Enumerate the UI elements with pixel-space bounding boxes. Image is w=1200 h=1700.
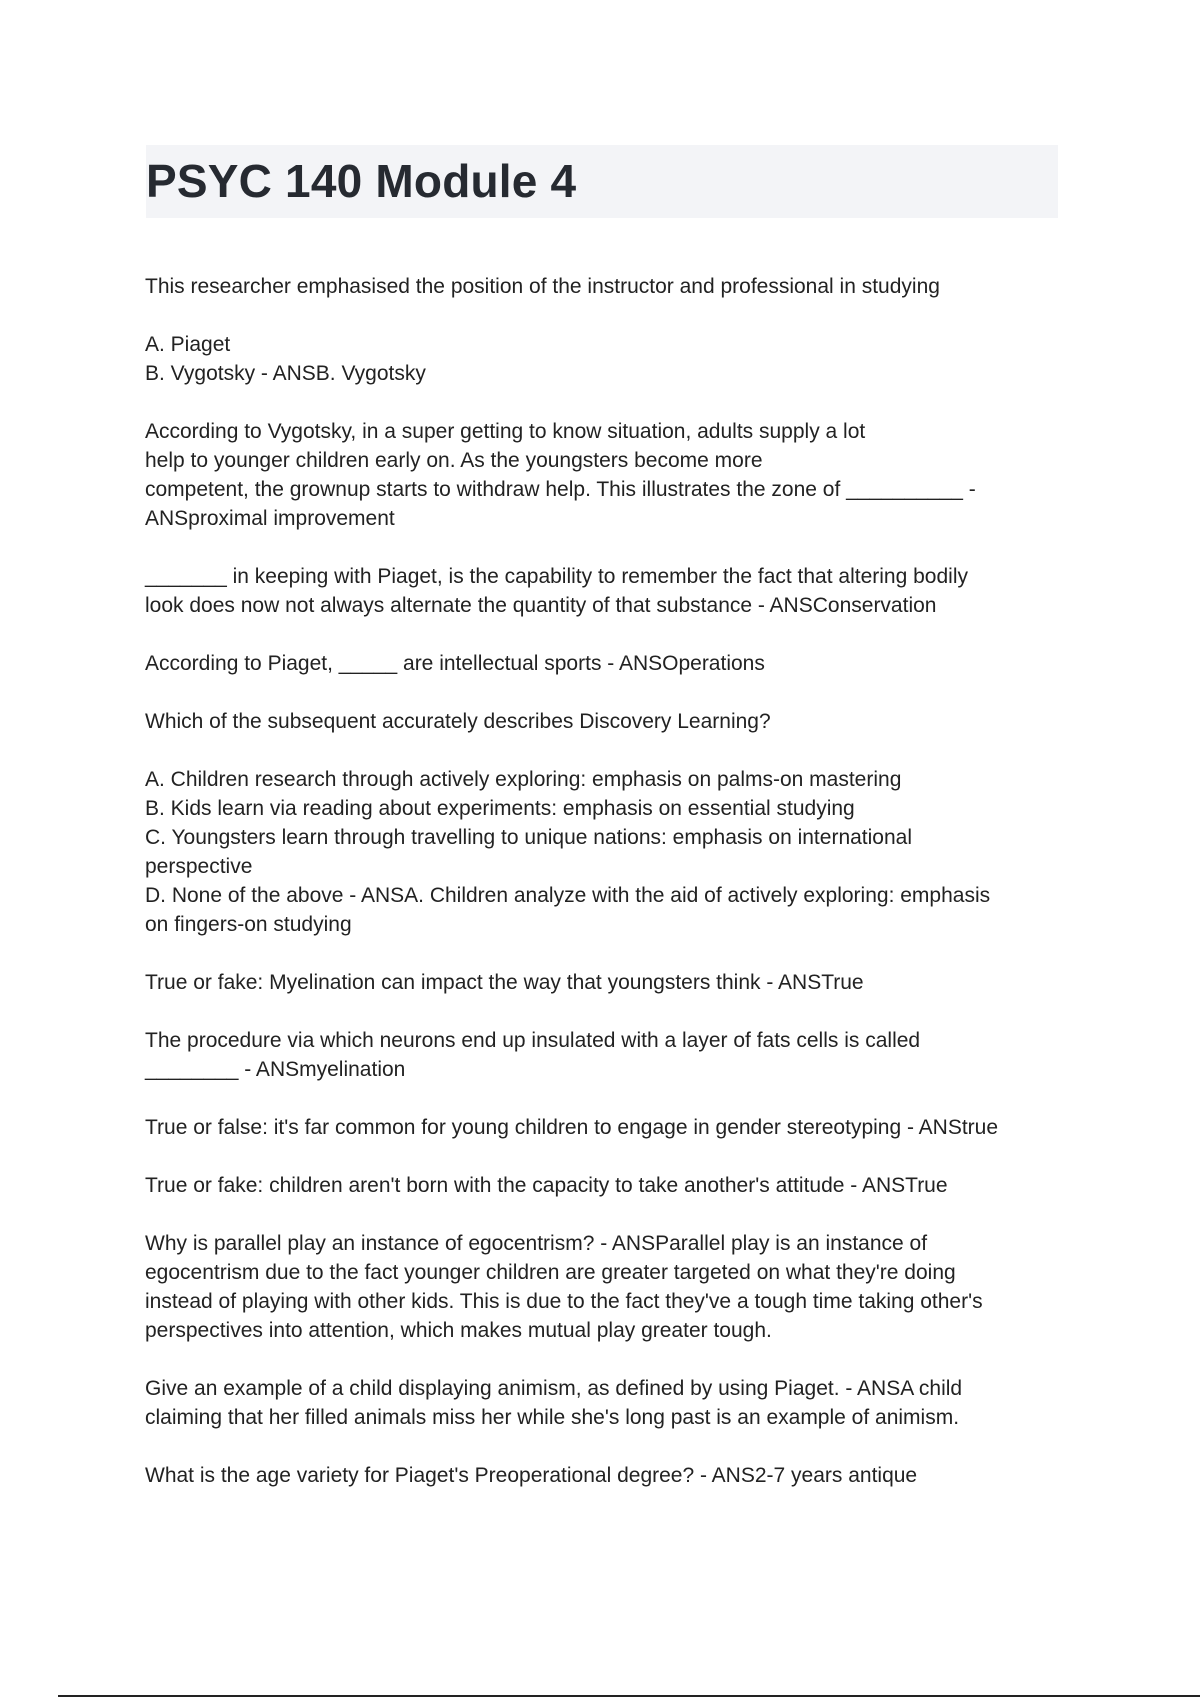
body-line: Why is parallel play an instance of egocentrism? - ANSParallel play is an instance of: [145, 1232, 928, 1255]
body-line: This researcher emphasised the position of the instructor and professional in studying: [145, 275, 940, 298]
body-line: _______ in keeping with Piaget, is the capability to remember the fact that altering bodily: [145, 565, 968, 588]
body-line: claiming that her filled animals miss her while she's long past is an example of animism.: [145, 1406, 960, 1429]
body-line: What is the age variety for Piaget's Preoperational degree? - ANS2-7 years antique: [145, 1464, 918, 1487]
body-line: egocentrism due to the fact younger children are greater targeted on what they're doing: [145, 1261, 956, 1284]
body-line: C. Youngsters learn through travelling to unique nations: emphasis on international: [145, 826, 913, 849]
body-line: look does now not always alternate the quantity of that substance - ANSConservation: [145, 594, 937, 617]
body-line: B. Vygotsky - ANSB. Vygotsky: [145, 362, 426, 385]
paragraph-gap: [145, 939, 1065, 968]
paragraph-gap: [145, 1084, 1065, 1113]
paragraph-gap: [145, 301, 1065, 330]
body-line: A. Children research through actively exploring: emphasis on palms-on mastering: [145, 768, 902, 791]
body-line: Which of the subsequent accurately describes Discovery Learning?: [145, 710, 771, 733]
paragraph-gap: [145, 620, 1065, 649]
body-line: help to younger children early on. As the youngsters become more: [145, 449, 763, 472]
body-line: True or fake: Myelination can impact the way that youngsters think - ANSTrue: [145, 971, 864, 994]
body-line: B. Kids learn via reading about experiments: emphasis on essential studying: [145, 797, 855, 820]
body-line: According to Piaget, _____ are intellectual sports - ANSOperations: [145, 652, 765, 675]
body-line: A. Piaget: [145, 333, 231, 356]
paragraph-gap: [145, 678, 1065, 707]
document-body: [145, 272, 1065, 1490]
body-line: on fingers-on studying: [145, 913, 352, 936]
body-line: True or fake: children aren't born with the capacity to take another's attitude - ANSTrue: [145, 1174, 948, 1197]
body-line: perspectives into attention, which makes mutual play greater tough.: [145, 1319, 772, 1342]
body-line: D. None of the above - ANSA. Children analyze with the aid of actively exploring: emphasis: [145, 884, 991, 907]
body-line: The procedure via which neurons end up insulated with a layer of fats cells is called: [145, 1029, 921, 1052]
body-line: ANSproximal improvement: [145, 507, 395, 530]
paragraph-gap: [145, 533, 1065, 562]
body-line: ________ - ANSmyelination: [145, 1058, 406, 1081]
paragraph-gap: [145, 1345, 1065, 1374]
footer-divider: [58, 1695, 1200, 1697]
body-line: perspective: [145, 855, 253, 878]
paragraph-gap: [145, 1432, 1065, 1461]
body-line: Give an example of a child displaying animism, as defined by using Piaget. - ANSA child: [145, 1377, 963, 1400]
paragraph-gap: [145, 1200, 1065, 1229]
paragraph-gap: [145, 997, 1065, 1026]
document-title: PSYC 140 Module 4: [146, 155, 577, 207]
body-line: According to Vygotsky, in a super getting to know situation, adults supply a lot: [145, 420, 866, 443]
paragraph-gap: [145, 736, 1065, 765]
body-line: True or false: it's far common for young children to engage in gender stereotyping - ANStrue: [145, 1116, 999, 1139]
body-line: instead of playing with other kids. This is due to the fact they've a tough time taking other's: [145, 1290, 983, 1313]
paragraph-gap: [145, 388, 1065, 417]
body-line: competent, the grownup starts to withdraw help. This illustrates the zone of __________ -: [145, 478, 976, 501]
paragraph-gap: [145, 1142, 1065, 1171]
